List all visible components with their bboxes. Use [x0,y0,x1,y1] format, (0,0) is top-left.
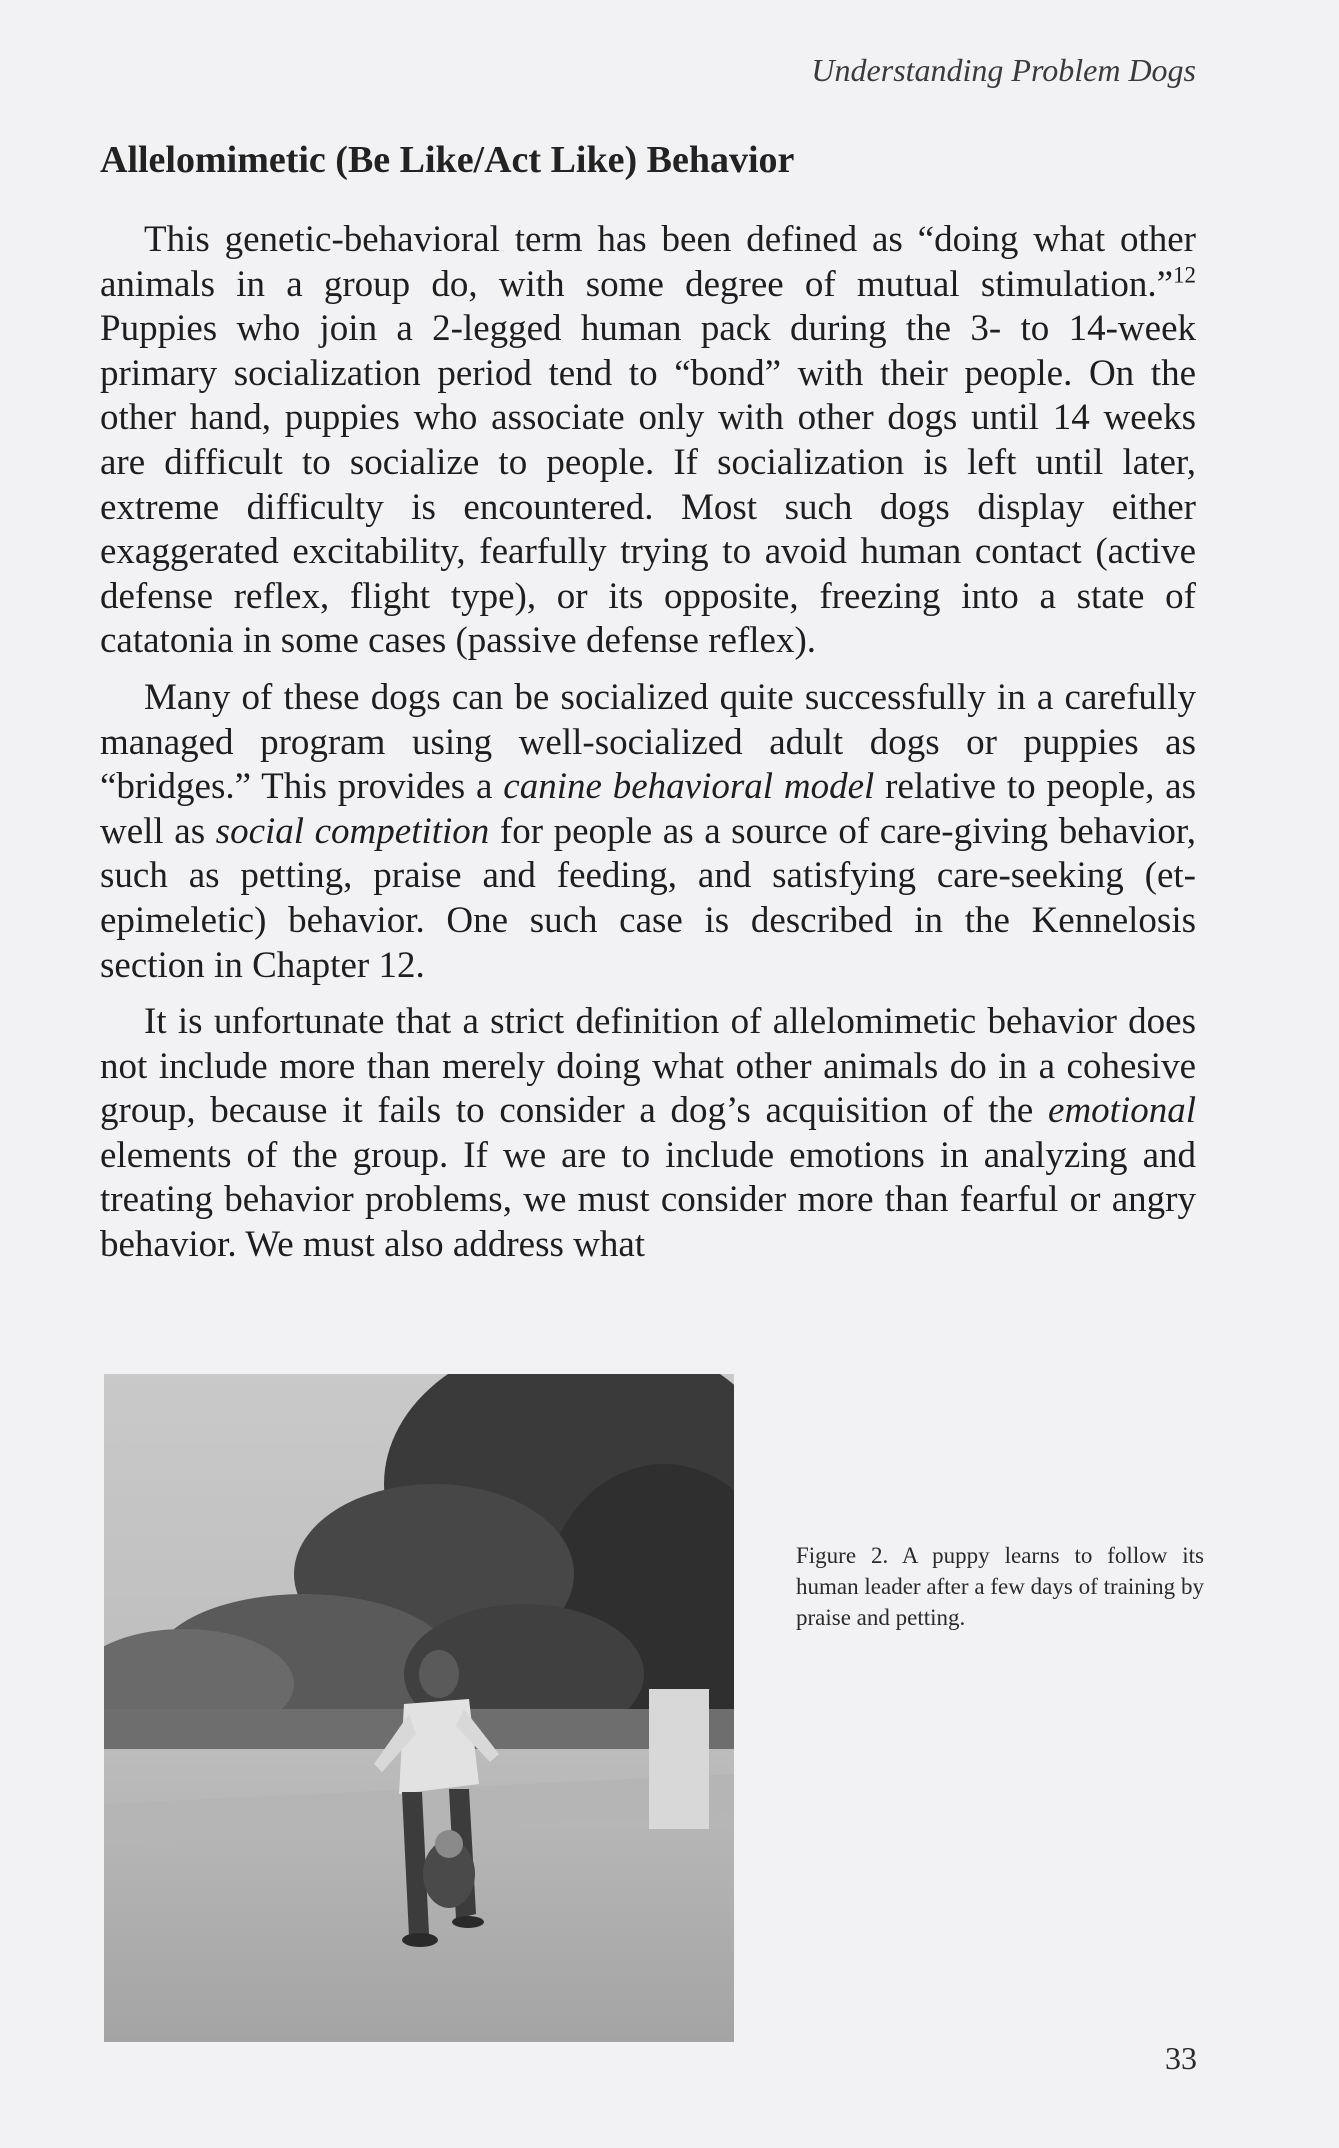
footnote-reference: 12 [1173,262,1196,288]
body-text [100,218,1196,1280]
paragraph-3-emphasis-1: emotional [1048,1090,1196,1132]
figure-caption: Figure 2. A puppy learns to follow its human leader after a few days of training by praise and petting. [796,1543,1204,1630]
paragraph-2-emphasis-1: canine behavioral model [503,766,875,808]
paragraph-1-text-a: This genetic-behavioral term has been defined as “doing what other animals in a group do, with some degree of mutual stimulation.” [100,219,1196,305]
post [649,1689,709,1829]
paragraph-2 [100,676,1196,988]
paragraph-3-text-a: It is unfortunate that a strict definition of allelomimetic behavior does not include more than merely doing what other animals do in a cohesive group, because it fails to consider a dog’s acquisition of the [100,1001,1196,1132]
photo-illustration [104,1374,734,2042]
paragraph-1 [100,218,1196,664]
paragraph-2-text-c: for people as a source of care-giving behavior, such as petting, praise and feeding, and satisfying care-seeking (et-epimeletic) behavior. One such case is described in the Kennelosis section in Chapter 12. [100,810,1196,986]
paragraph-1-text-b: Puppies who join a 2-legged human pack during the 3- to 14-week primary socialization period tend to “bond” with their people. On the other hand, puppies who associate only with other dogs until 14 weeks are difficult to socialize to people. If socialization is left until later, extreme difficulty is encountered. Most such dogs display either exaggerated excitability, fearfully trying to avoid human contact (active defense reflex, flight type), or its opposite, freezing into a state of catatonia in some cases (passive defense reflex). [100,308,1196,662]
paragraph-2-text-b: relative to people, as well as [100,766,1197,852]
paragraph-3 [100,1000,1196,1268]
paragraph-3-text-b: elements of the group. If we are to include emotions in analyzing and treating behavior problems, we must consider more than fearful or angry behavior. We must also address what [100,1134,1196,1266]
running-head: Understanding Problem Dogs [811,52,1196,88]
section-heading: Allelomimetic (Be Like/Act Like) Behavior [100,139,795,181]
page-number: 33 [1165,2040,1197,2076]
figure-photo [104,1374,734,2042]
paragraph-2-text-a: Many of these dogs can be socialized quite successfully in a carefully managed program using well-socialized adult dogs or puppies as “bridges.” This provides a [100,676,1196,808]
paragraph-2-emphasis-2: social competition [215,810,490,852]
